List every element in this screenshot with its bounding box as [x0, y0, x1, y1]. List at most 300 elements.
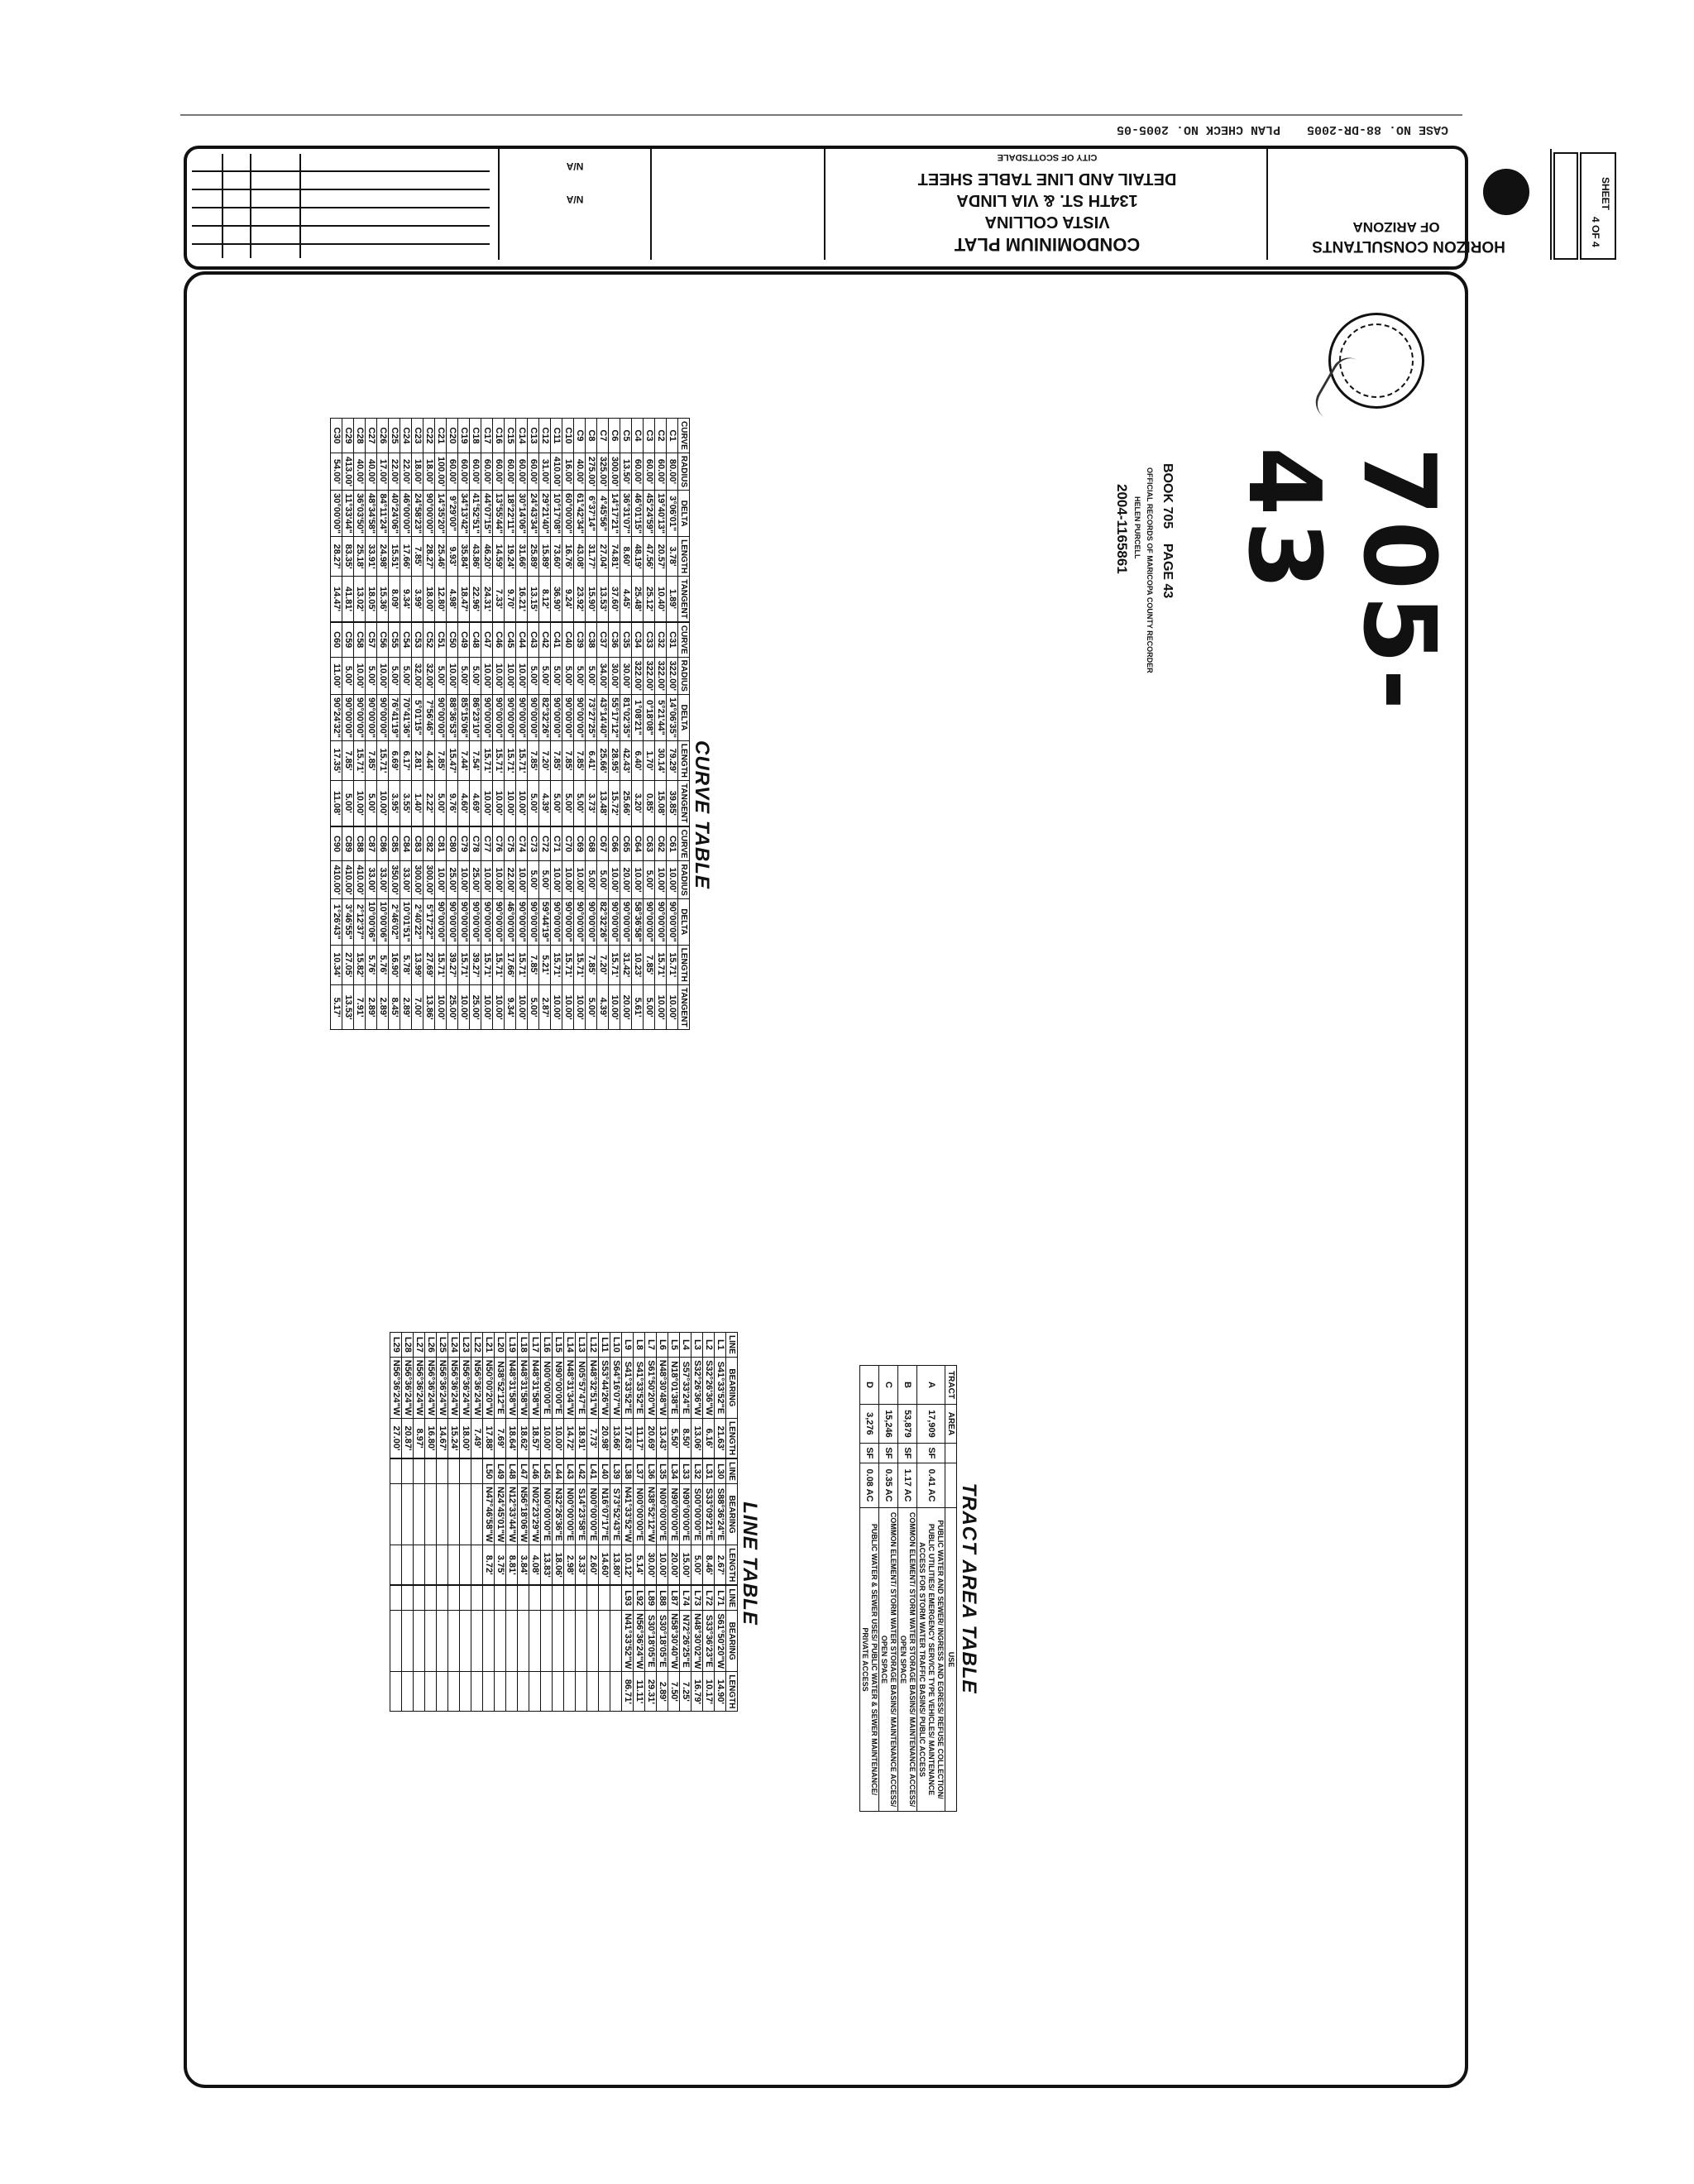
table-cell: 10.00' — [481, 861, 493, 898]
table-cell: 10.00' — [354, 657, 366, 694]
table-cell: 5.00' — [539, 861, 551, 898]
empty-cell — [460, 1611, 471, 1672]
table-cell: 2.87' — [539, 984, 551, 1030]
table-cell: 33.00' — [366, 861, 377, 898]
table-cell: 59°44'19" — [539, 898, 551, 945]
table-cell: 10.00' — [667, 984, 678, 1030]
table-cell: 90°00'00" — [516, 694, 528, 740]
table-cell: 46°01'15" — [632, 491, 644, 537]
table-cell: C10 — [562, 419, 574, 453]
revision-grid — [192, 154, 490, 258]
table-cell: C — [879, 1366, 898, 1405]
empty-row — [448, 1586, 460, 1712]
table-cell: 11°33'44" — [342, 491, 354, 537]
empty-cell — [564, 1611, 576, 1672]
curve-row — [412, 622, 424, 826]
table-cell: 13.48' — [597, 781, 609, 826]
table-cell: C78 — [470, 826, 481, 861]
table-cell: C37 — [597, 622, 609, 657]
table-cell: 30.00' — [620, 657, 632, 694]
table-cell: 84°11'24" — [377, 491, 389, 537]
table-cell: 13.66' — [610, 1419, 622, 1458]
table-cell: 4.45' — [620, 577, 632, 622]
curve-table-title: CURVE TABLE — [691, 740, 713, 889]
table-cell: S30°18'05"E — [657, 1611, 668, 1672]
empty-cell — [599, 1672, 610, 1712]
table-cell: C81 — [435, 826, 447, 861]
empty-cell — [483, 1586, 495, 1611]
table-cell: C66 — [609, 826, 620, 861]
table-cell: 20.00' — [620, 984, 632, 1030]
table-cell: C88 — [354, 826, 366, 861]
table-cell: 90°00'00" — [655, 898, 667, 945]
sheet-number: 4 OF 4 — [1590, 217, 1601, 247]
line-row — [610, 1333, 622, 1458]
table-cell: 90°00'00" — [481, 694, 493, 740]
table-cell: 13°55'44" — [493, 491, 505, 537]
line-row — [599, 1459, 610, 1585]
table-cell: C59 — [342, 622, 354, 657]
table-cell: S32°26'36"W — [703, 1357, 715, 1418]
empty-cell — [414, 1586, 425, 1611]
table-cell: 9.24' — [562, 577, 574, 622]
empty-cell — [576, 1672, 587, 1712]
table-cell: S30°18'05"E — [645, 1611, 657, 1672]
table-cell: C90 — [331, 826, 342, 861]
empty-row — [541, 1586, 553, 1712]
column-header: LENGTH — [678, 945, 690, 984]
column-header: AREA — [945, 1405, 957, 1444]
table-cell: 73°27'25" — [586, 694, 597, 740]
table-cell: 410.00' — [551, 453, 562, 490]
table-cell: L21 — [483, 1333, 495, 1358]
table-cell: 15.71' — [481, 740, 493, 780]
table-cell: 24.98' — [377, 537, 389, 577]
table-cell: 5.00' — [366, 781, 377, 826]
empty-row — [471, 1459, 483, 1585]
table-cell: 82°32'26" — [597, 898, 609, 945]
column-header: DELTA — [678, 898, 690, 945]
curve-row — [539, 622, 551, 826]
empty-cell — [610, 1586, 622, 1611]
table-cell: 7.85' — [342, 740, 354, 780]
table-cell: 4.69' — [470, 781, 481, 826]
table-cell: 11.08' — [331, 781, 342, 826]
line-row — [715, 1459, 726, 1585]
curve-row — [342, 826, 354, 1030]
line-row — [506, 1459, 518, 1585]
table-cell: C61 — [667, 826, 678, 861]
table-cell: 5.00' — [342, 781, 354, 826]
project-titles — [832, 152, 1262, 258]
table-cell: 2°12'37" — [354, 898, 366, 945]
table-cell: C46 — [493, 622, 505, 657]
line-row — [668, 1459, 680, 1585]
column-header: TANGENT — [678, 781, 690, 826]
table-cell: 3.78' — [667, 537, 678, 577]
table-cell: 90°00'00" — [574, 898, 586, 945]
table-cell: N48°30'48"W — [657, 1357, 668, 1418]
empty-cell — [402, 1483, 414, 1545]
table-cell: N41°33'52"W — [622, 1483, 634, 1545]
table-cell: 13.06' — [691, 1419, 703, 1458]
table-cell: 5.00' — [528, 781, 539, 826]
column-header: USE — [945, 1508, 957, 1812]
curve-row — [586, 826, 597, 1030]
table-cell: S14°23'58"E — [576, 1483, 587, 1545]
table-cell: C21 — [435, 419, 447, 453]
table-cell: 15.72' — [609, 781, 620, 826]
table-cell: S57°33'24"E — [680, 1357, 691, 1418]
table-cell: 60.00' — [470, 453, 481, 490]
table-cell: 8.46' — [703, 1545, 715, 1585]
column-header: CURVE — [678, 419, 690, 453]
table-cell: C86 — [377, 826, 389, 861]
table-cell: 2.60' — [587, 1545, 599, 1585]
plan-check-number: PLAN CHECK NO. 2005-05 — [1117, 122, 1281, 136]
empty-cell — [553, 1672, 564, 1712]
line-table-title: LINE TABLE — [739, 1502, 761, 1626]
table-cell: 7.00' — [412, 984, 424, 1030]
column-header: LENGTH — [726, 1419, 738, 1458]
table-cell: 90°00'00" — [493, 694, 505, 740]
table-cell: 28.27' — [424, 537, 435, 577]
table-cell: 10.00' — [493, 861, 505, 898]
table-cell: N00°00'00"E — [634, 1483, 645, 1545]
table-cell: 4.98' — [447, 577, 458, 622]
table-cell: C32 — [655, 622, 667, 657]
table-cell: L34 — [668, 1459, 680, 1484]
curve-row — [644, 419, 655, 622]
empty-cell — [402, 1459, 414, 1484]
table-cell: C77 — [481, 826, 493, 861]
table-cell: 9.34' — [400, 577, 412, 622]
table-cell: C17 — [481, 419, 493, 453]
table-cell: L15 — [553, 1333, 564, 1358]
empty-cell — [483, 1672, 495, 1712]
table-cell: C50 — [447, 622, 458, 657]
table-cell: 10.00' — [516, 657, 528, 694]
line-row — [541, 1459, 553, 1585]
table-cell: C74 — [516, 826, 528, 861]
table-cell: 8.72' — [483, 1545, 495, 1585]
table-cell: 10°17'08" — [551, 491, 562, 537]
table-cell: S33°36'23"E — [703, 1611, 715, 1672]
column-header: RADIUS — [678, 657, 690, 694]
table-cell: 39.85' — [667, 781, 678, 826]
empty-cell — [414, 1545, 425, 1585]
table-cell: L31 — [703, 1459, 715, 1484]
table-cell: 10.17' — [703, 1672, 715, 1712]
table-cell: 6.41' — [586, 740, 597, 780]
table-cell: 5.00' — [597, 861, 609, 898]
line-row — [668, 1586, 680, 1712]
table-cell: 31.42' — [620, 945, 632, 984]
curve-row — [528, 826, 539, 1030]
table-cell: C7 — [597, 419, 609, 453]
table-cell: C87 — [366, 826, 377, 861]
line-row — [564, 1459, 576, 1585]
table-cell: 5°01'15" — [412, 694, 424, 740]
table-cell: 10.00' — [435, 861, 447, 898]
table-cell: 20.00' — [620, 861, 632, 898]
curve-row — [609, 419, 620, 622]
table-cell: C29 — [342, 419, 354, 453]
table-cell: 24°58'23" — [412, 491, 424, 537]
table-cell: 55°17'12" — [609, 694, 620, 740]
table-cell: 10.00' — [657, 1545, 668, 1585]
table-cell: 31.00' — [539, 453, 551, 490]
empty-cell — [460, 1545, 471, 1585]
case-number: CASE NO. 88-DR-2005 — [1307, 122, 1449, 136]
table-cell: 4°45'56" — [597, 491, 609, 537]
line-row — [703, 1333, 715, 1458]
table-cell: 350.00' — [389, 861, 400, 898]
table-cell: C35 — [620, 622, 632, 657]
table-cell: 9.70' — [505, 577, 516, 622]
table-cell: 90°00'00" — [481, 898, 493, 945]
curve-row — [586, 419, 597, 622]
curve-row — [539, 419, 551, 622]
table-cell: L72 — [703, 1586, 715, 1611]
table-cell: 8.60' — [620, 537, 632, 577]
table-cell: L48 — [506, 1459, 518, 1484]
table-cell: 10.00' — [435, 984, 447, 1030]
table-cell: 0.08 AC — [860, 1463, 879, 1507]
table-cell: C11 — [551, 419, 562, 453]
table-cell: 13.53' — [342, 984, 354, 1030]
table-cell: 82°32'26" — [539, 694, 551, 740]
table-cell: 7.50' — [668, 1672, 680, 1712]
line-row — [680, 1586, 691, 1712]
table-cell: 0.85' — [644, 781, 655, 826]
table-cell: COMMON ELEMENT/ STORM WATER STORAGE BASINS/ MAINTENANCE ACCESS/ OPEN SPACE — [879, 1508, 898, 1812]
line-row — [471, 1333, 483, 1458]
table-cell: N90°00'00"E — [668, 1483, 680, 1545]
empty-row — [564, 1586, 576, 1712]
table-cell: N00°00'00"E — [587, 1483, 599, 1545]
table-cell: 10.00' — [541, 1419, 553, 1458]
table-cell: L50 — [483, 1459, 495, 1484]
table-cell: 15.08' — [655, 781, 667, 826]
table-cell: 25.00' — [470, 984, 481, 1030]
table-cell: N16°07'17"E — [599, 1483, 610, 1545]
empty-cell — [414, 1483, 425, 1545]
table-cell: N00°00'00"E — [541, 1483, 553, 1545]
table-cell: 60.00' — [655, 453, 667, 490]
column-header — [945, 1463, 957, 1507]
line-table-col3 — [390, 1585, 738, 1712]
curve-row — [597, 826, 609, 1030]
empty-cell — [402, 1545, 414, 1585]
company-block — [1272, 152, 1545, 258]
table-cell: 19°40'13" — [655, 491, 667, 537]
line-row — [703, 1459, 715, 1585]
table-cell: D — [860, 1366, 879, 1405]
column-header: LENGTH — [678, 740, 690, 780]
empty-cell — [541, 1672, 553, 1712]
table-cell: 13.53' — [597, 577, 609, 622]
table-cell: 15.71' — [458, 945, 470, 984]
empty-cell — [437, 1586, 448, 1611]
table-cell: 5.78' — [400, 945, 412, 984]
table-cell: 14.60' — [599, 1545, 610, 1585]
table-cell: 39.27' — [447, 945, 458, 984]
table-cell: 10°00'06" — [366, 898, 377, 945]
table-cell: C60 — [331, 622, 342, 657]
table-cell: C40 — [562, 622, 574, 657]
empty-cell — [437, 1459, 448, 1484]
empty-cell — [495, 1586, 506, 1611]
table-cell: C80 — [447, 826, 458, 861]
table-cell: 9.34' — [505, 984, 516, 1030]
table-cell: 5.00' — [400, 657, 412, 694]
table-cell: L43 — [564, 1459, 576, 1484]
table-cell: L88 — [657, 1586, 668, 1611]
table-cell: 10.00' — [562, 861, 574, 898]
table-cell: 13.15' — [528, 577, 539, 622]
empty-cell — [553, 1611, 564, 1672]
table-cell: PUBLIC WATER AND SEWER/ INGRESS AND EGRESS/ REFUSE COLLECTION/ PUBLIC UTILITIES/ EMERGENCY SERVICE TYPE VEHICLES/ MAINTENANCE ACCESS FOR STORM WATER TRAFFIC BASINS/ PUBLIC ACCESS — [917, 1508, 945, 1812]
table-cell: 7.85' — [644, 945, 655, 984]
table-cell: N18°01'38"E — [668, 1357, 680, 1418]
table-cell: 17.88' — [483, 1419, 495, 1458]
curve-row — [470, 622, 481, 826]
table-cell: 15.82' — [354, 945, 366, 984]
table-cell: 25.00' — [447, 861, 458, 898]
curve-row — [331, 826, 342, 1030]
empty-cell — [414, 1611, 425, 1672]
table-cell: 5.00' — [366, 657, 377, 694]
table-cell: 14.59' — [493, 537, 505, 577]
table-cell: C69 — [574, 826, 586, 861]
header-row — [726, 1586, 738, 1712]
curve-row — [516, 622, 528, 826]
table-cell: 35.84' — [458, 537, 470, 577]
table-cell: 29°21'40" — [539, 491, 551, 537]
table-cell: N50°00'20"W — [483, 1357, 495, 1418]
table-cell: C26 — [377, 419, 389, 453]
table-cell: 17.66' — [505, 945, 516, 984]
column-header: CURVE — [678, 622, 690, 657]
table-cell: 2.22' — [424, 781, 435, 826]
table-cell: C64 — [632, 826, 644, 861]
table-cell: 90°00'00" — [667, 898, 678, 945]
company-logo — [1483, 169, 1529, 215]
sheet-title: DETAIL AND LINE TABLE SHEET — [917, 170, 1177, 188]
table-cell: 1.40' — [412, 781, 424, 826]
curve-row — [481, 622, 493, 826]
line-row — [691, 1459, 703, 1585]
empty-cell — [576, 1611, 587, 1672]
line-row — [495, 1459, 506, 1585]
curve-row — [435, 419, 447, 622]
curve-row — [551, 826, 562, 1030]
header-row — [945, 1366, 957, 1812]
table-cell: 7.85' — [412, 537, 424, 577]
curve-row — [389, 622, 400, 826]
table-cell: 76°41'19" — [389, 694, 400, 740]
table-cell: 40.00' — [354, 453, 366, 490]
line-row — [657, 1333, 668, 1458]
table-cell: C45 — [505, 622, 516, 657]
table-cell: 10.00' — [632, 861, 644, 898]
table-cell: 40°24'06" — [389, 491, 400, 537]
table-cell: 46°00'00" — [505, 898, 516, 945]
table-cell: L49 — [495, 1459, 506, 1484]
table-cell: 20.69' — [645, 1419, 657, 1458]
empty-cell — [471, 1611, 483, 1672]
table-cell: 275.00' — [586, 453, 597, 490]
curve-row — [597, 419, 609, 622]
table-cell: 40.00' — [574, 453, 586, 490]
curve-row — [493, 622, 505, 826]
curve-row — [655, 622, 667, 826]
table-cell: L11 — [599, 1333, 610, 1358]
table-cell: 3.73' — [586, 781, 597, 826]
table-cell: 15.71' — [377, 740, 389, 780]
empty-row — [460, 1586, 471, 1712]
table-cell: C3 — [644, 419, 655, 453]
table-cell: 13.02' — [354, 577, 366, 622]
table-cell: 86°23'10" — [470, 694, 481, 740]
table-cell: 90°00'00" — [574, 694, 586, 740]
line-row — [402, 1333, 414, 1458]
empty-cell — [460, 1672, 471, 1712]
table-cell: 410.00' — [331, 861, 342, 898]
table-cell: 37.60' — [609, 577, 620, 622]
table-cell: C5 — [620, 419, 632, 453]
table-cell: L12 — [587, 1333, 599, 1358]
table-cell: 28.95' — [609, 740, 620, 780]
line-row — [657, 1459, 668, 1585]
table-cell: C22 — [424, 419, 435, 453]
table-cell: 1°26'43" — [331, 898, 342, 945]
empty-cell — [425, 1459, 437, 1484]
table-cell: L73 — [691, 1586, 703, 1611]
table-cell: 10.00' — [493, 984, 505, 1030]
empty-cell — [425, 1483, 437, 1545]
table-cell: N24°45'01"W — [495, 1483, 506, 1545]
table-cell: 8.09' — [389, 577, 400, 622]
table-cell: L41 — [587, 1459, 599, 1484]
table-cell: 30°00'00" — [331, 491, 342, 537]
table-cell: 6°37'14" — [586, 491, 597, 537]
table-cell: 15.71' — [574, 945, 586, 984]
table-cell: C39 — [574, 622, 586, 657]
table-cell: 15.71' — [667, 945, 678, 984]
sheet-number-block — [1553, 152, 1620, 258]
table-cell: N58°30'40"W — [668, 1611, 680, 1672]
column-header: TANGENT — [678, 577, 690, 622]
empty-row — [506, 1586, 518, 1712]
company-sub: OF ARIZONA — [1352, 219, 1440, 235]
table-cell: 14.72' — [564, 1419, 576, 1458]
table-cell: 90°00'00" — [435, 898, 447, 945]
table-cell: N48°30'02"W — [691, 1611, 703, 1672]
table-cell: 15.47' — [447, 740, 458, 780]
table-cell: 5.00' — [644, 984, 655, 1030]
table-cell: 100.00' — [435, 453, 447, 490]
column-header: LINE — [726, 1333, 738, 1358]
empty-cell — [448, 1545, 460, 1585]
line-row — [541, 1333, 553, 1458]
table-cell: N48°31'58"W — [506, 1357, 518, 1418]
curve-row — [562, 622, 574, 826]
table-cell: S41°33'52"E — [634, 1357, 645, 1418]
table-cell: 24°43'34" — [528, 491, 539, 537]
project-name: VISTA COLLINA — [984, 213, 1110, 231]
